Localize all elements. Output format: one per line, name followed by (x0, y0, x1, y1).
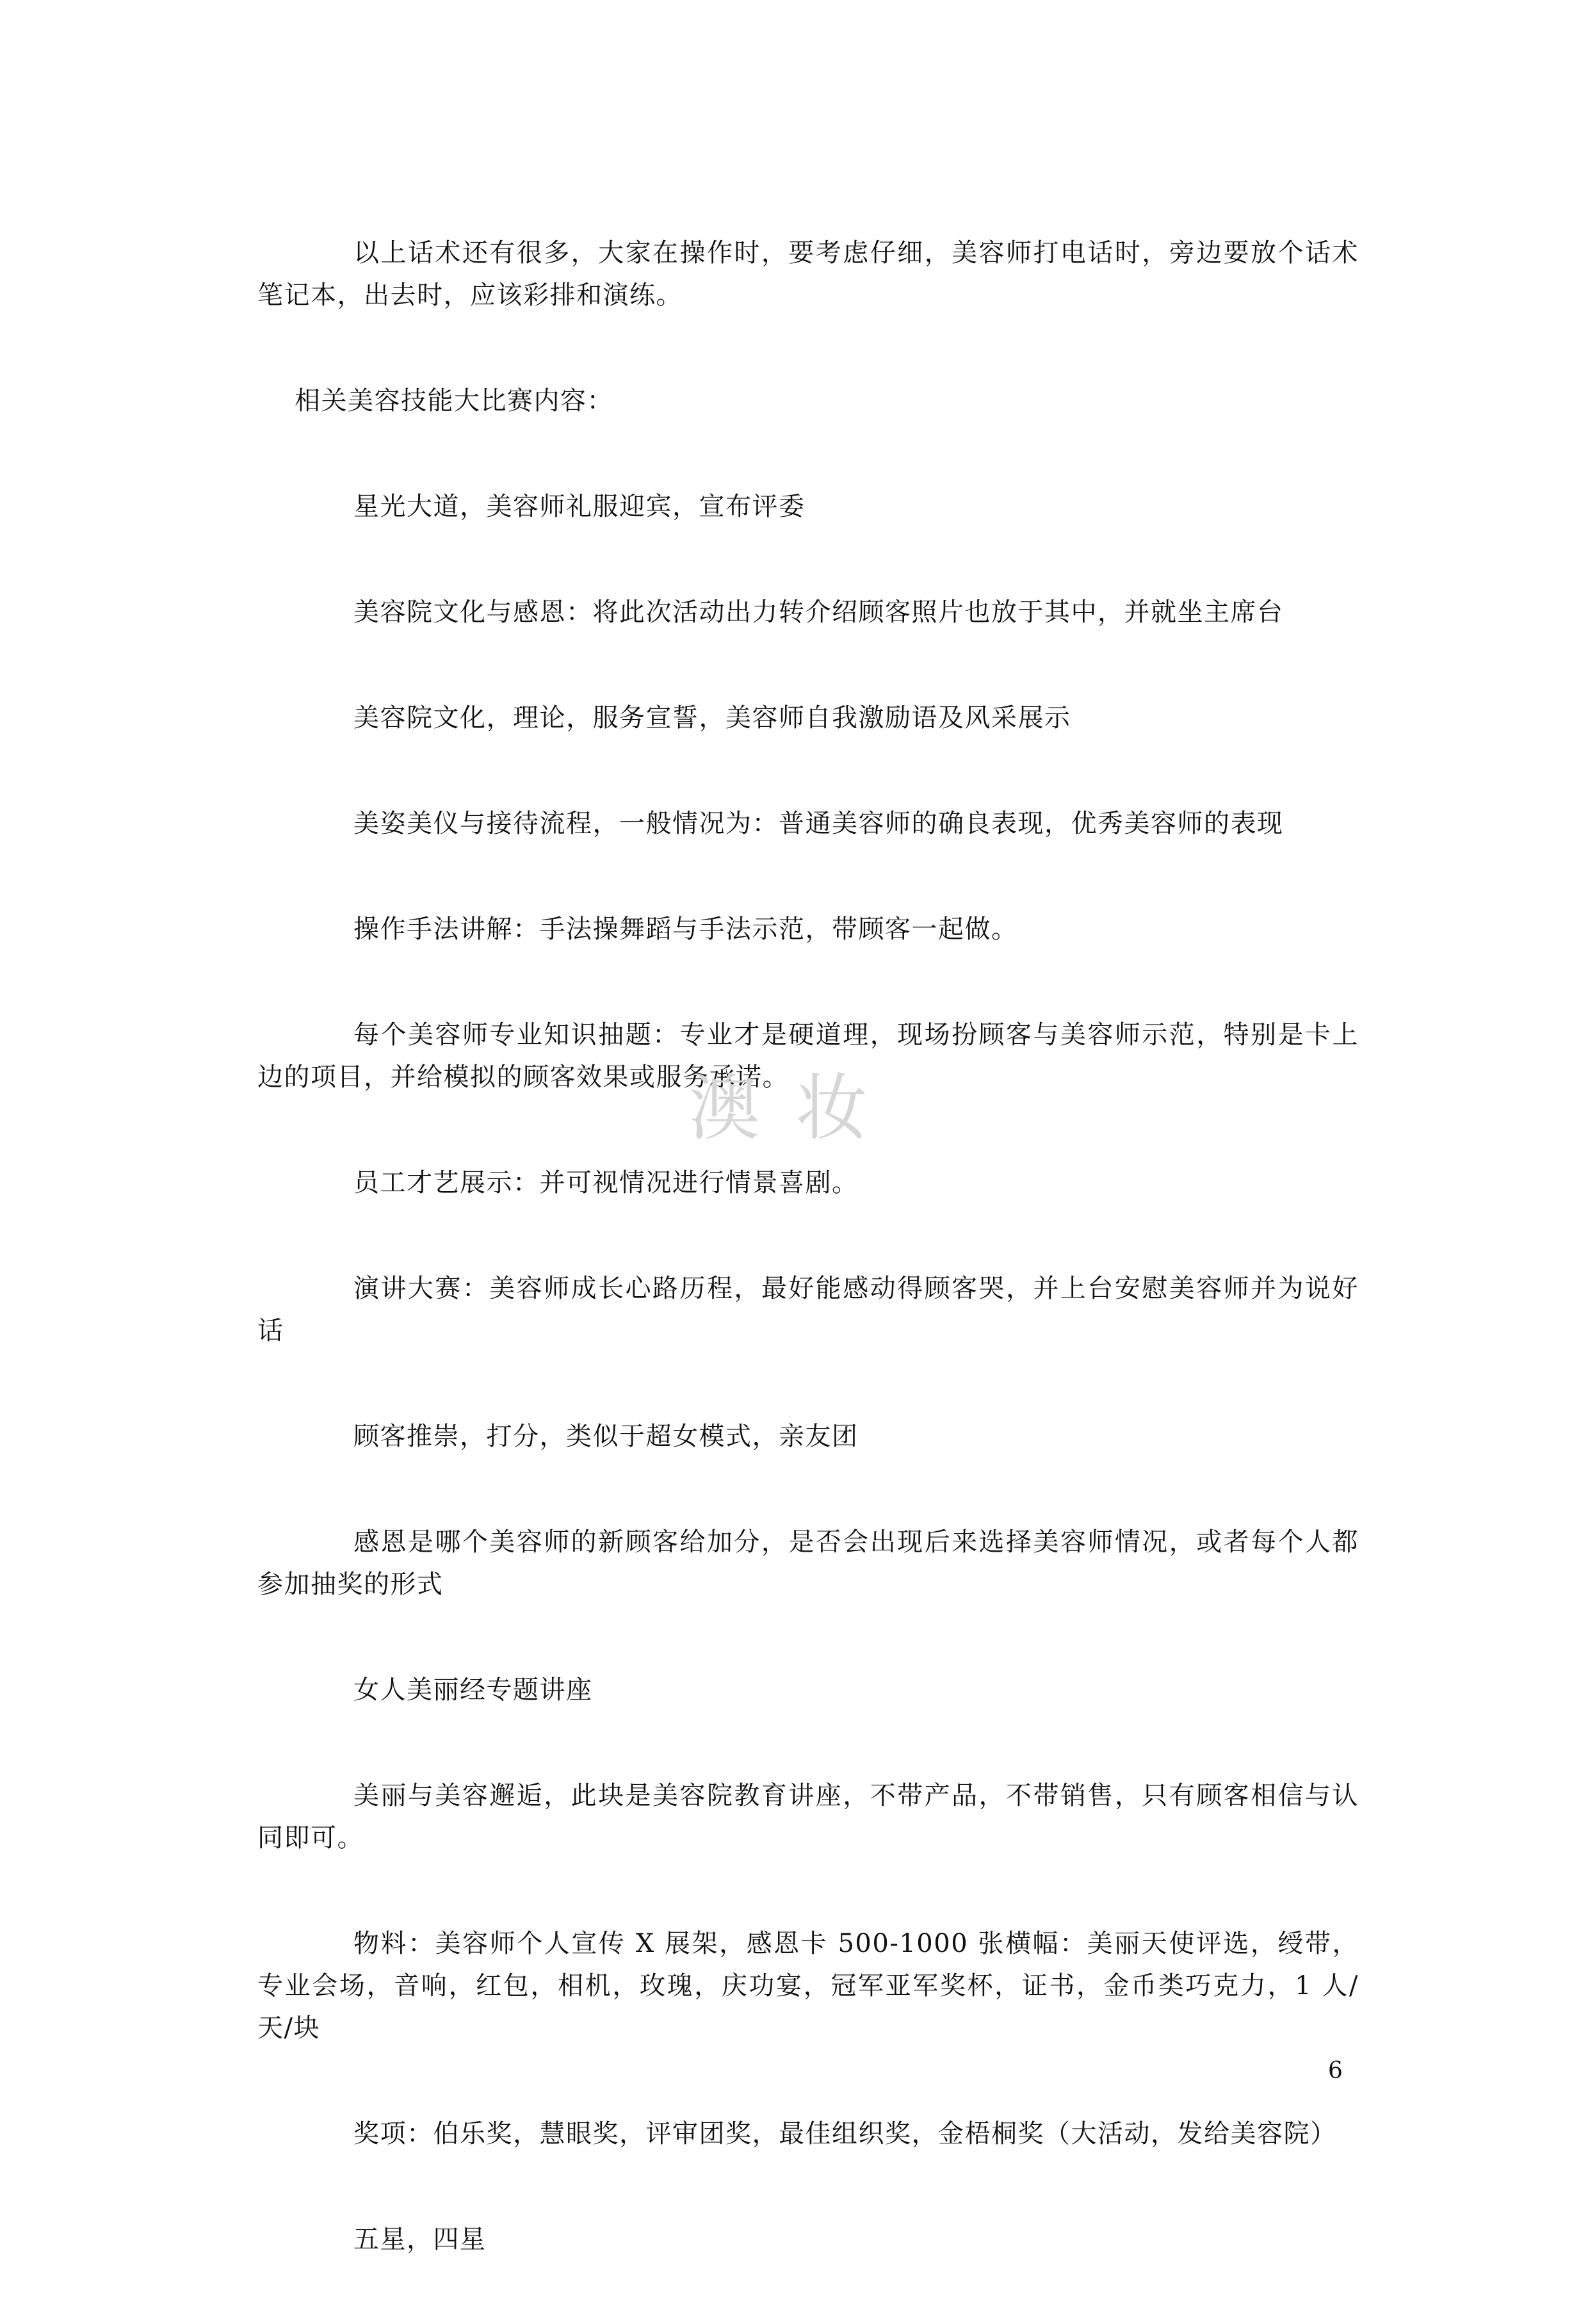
list-item: 顾客推崇，打分，类似于超女模式，亲友团 (353, 1422, 859, 1451)
list-item: 每个美容师专业知识抽题：专业才是硬道理，现场扮顾客与美容师示范，特别是卡上边的项目，并给模拟的顾客效果或服务承诺。 (257, 1020, 1359, 1092)
list-item: 五星，四星 (353, 2225, 487, 2254)
list-item: 员工才艺展示：并可视情况进行情景喜剧。 (353, 1168, 859, 1198)
page-number: 6 (1328, 2058, 1343, 2084)
list-item: 女人美丽经专题讲座 (353, 1675, 593, 1705)
list-item: 星光大道，美容师礼服迎宾，宣布评委 (353, 492, 806, 521)
paragraph: 以上话术还有很多，大家在操作时，要考虑仔细，美容师打电话时，旁边要放个话术笔记本，出去时，应该彩排和演练。 (257, 238, 1359, 310)
list-item: 操作手法讲解：手法操舞蹈与手法示范，带顾客一起做。 (353, 914, 1018, 944)
watermark-text: 澳妆 (688, 1067, 903, 1150)
list-item: 物料：美容师个人宣传 X 展架，感恩卡 500-1000 张横幅：美丽天使评选，绶带，专业会场，音响，红包，相机，玫瑰，庆功宴，冠军亚军奖杯，证书，金币类巧克力，1 人/天/块 (257, 1929, 1359, 2043)
list-item: 奖项：伯乐奖，慧眼奖，评审团奖，最佳组织奖，金梧桐奖（大活动，发给美容院） (353, 2119, 1337, 2149)
list-item: 美姿美仪与接待流程，一般情况为：普通美容师的确良表现，优秀美容师的表现 (353, 809, 1284, 838)
list-item: 美容院文化，理论，服务宣誓，美容师自我激励语及风采展示 (353, 703, 1071, 733)
list-item: 美容院文化与感恩：将此次活动出力转介绍顾客照片也放于其中，并就坐主席台 (353, 597, 1284, 627)
section-heading: 相关美容技能大比赛内容： (295, 386, 613, 416)
document-body (257, 232, 1359, 2324)
list-item: 演讲大赛：美容师成长心路历程，最好能感动得顾客哭，并上台安慰美容师并为说好话 (257, 1274, 1359, 1345)
list-item: 感恩是哪个美容师的新顾客给加分，是否会出现后来选择美容师情况，或者每个人都参加抽奖的形式 (257, 1527, 1359, 1599)
list-item: 美丽与美容邂逅，此块是美容院教育讲座，不带产品，不带销售，只有顾客相信与认同即可。 (257, 1781, 1359, 1853)
